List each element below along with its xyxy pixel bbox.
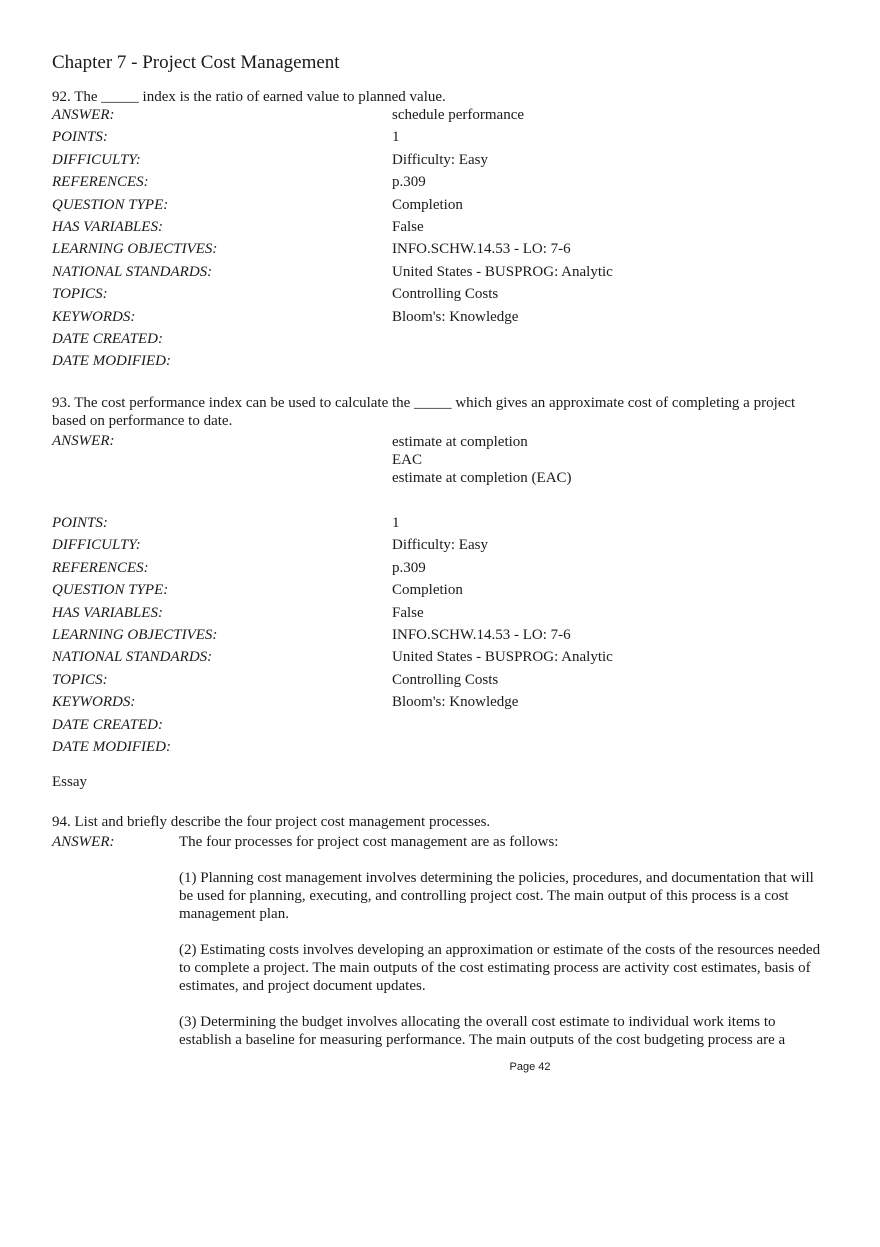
learning-objectives-row [52, 241, 832, 263]
date-modified-row [52, 353, 832, 375]
references-label: REFERENCES: [52, 559, 149, 576]
question-type-row [52, 582, 832, 604]
national-standards-value: United States - BUSPROG: Analytic [392, 263, 613, 280]
references-value: p.309 [392, 559, 426, 576]
learning-objectives-value: INFO.SCHW.14.53 - LO: 7-6 [392, 626, 571, 643]
learning-objectives-label: LEARNING OBJECTIVES: [52, 241, 218, 258]
references-label: REFERENCES: [52, 174, 149, 191]
answer-value: estimate at completion [392, 434, 528, 450]
answer-label: ANSWER: [52, 834, 115, 850]
topics-row [52, 672, 832, 694]
answer-value: EAC [392, 452, 422, 468]
learning-objectives-value: INFO.SCHW.14.53 - LO: 7-6 [392, 241, 571, 258]
learning-objectives-row [52, 627, 832, 649]
date-created-row [52, 331, 832, 353]
points-value: 1 [392, 515, 400, 531]
question-93-text: 93. The cost performance index can be used to calculate the _____ which gives an approximate cost of completing a project based on performance to date. [52, 395, 796, 429]
points-label: POINTS: [52, 515, 108, 531]
date-created-label: DATE CREATED: [52, 716, 163, 733]
date-created-label: DATE CREATED: [52, 330, 163, 347]
answer-label: ANSWER: [52, 107, 115, 123]
keywords-label: KEYWORDS: [52, 308, 136, 325]
has-variables-label: HAS VARIABLES: [52, 218, 163, 235]
topics-row [52, 286, 832, 308]
has-variables-label: HAS VARIABLES: [52, 604, 163, 621]
date-modified-row [52, 739, 832, 761]
national-standards-row [52, 264, 832, 286]
keywords-row [52, 694, 832, 716]
answer-paragraph: (2) Estimating costs involves developing an approximation or estimate of the costs of the resources needed to complete a project. The main outputs of the cost estimating process are activity cost estimates, basis of estimates, and project document updates. [179, 942, 821, 994]
topics-label: TOPICS: [52, 286, 108, 303]
keywords-value: Bloom's: Knowledge [392, 308, 519, 325]
date-modified-label: DATE MODIFIED: [52, 738, 171, 755]
points-value: 1 [392, 129, 400, 146]
answer-paragraph: (3) Determining the budget involves allocating the overall cost estimate to individual work items to establish a baseline for measuring performance. The main outputs of the cost budgeting process are a [179, 1014, 786, 1048]
references-row [52, 560, 832, 582]
question-92-meta [52, 107, 832, 376]
answer-value: estimate at completion (EAC) [392, 470, 572, 486]
national-standards-row [52, 649, 832, 671]
difficulty-label: DIFFICULTY: [52, 151, 141, 168]
chapter-title: Chapter 7 - Project Cost Management [52, 52, 340, 73]
keywords-row [52, 309, 832, 331]
national-standards-label: NATIONAL STANDARDS: [52, 649, 213, 666]
date-created-row [52, 717, 832, 739]
page-number: Page 42 [509, 1061, 551, 1073]
points-row [52, 515, 832, 537]
question-type-row [52, 197, 832, 219]
question-type-label: QUESTION TYPE: [52, 582, 169, 599]
difficulty-value: Difficulty: Easy [392, 151, 488, 168]
difficulty-row [52, 537, 832, 559]
references-value: p.309 [392, 174, 426, 191]
question-type-label: QUESTION TYPE: [52, 196, 169, 213]
section-heading: Essay [52, 774, 87, 790]
has-variables-value: False [392, 604, 424, 621]
answer-value: schedule performance [392, 107, 525, 123]
answer-body [179, 833, 824, 1067]
topics-label: TOPICS: [52, 671, 108, 688]
date-modified-label: DATE MODIFIED: [52, 353, 171, 370]
topics-value: Controlling Costs [392, 286, 499, 303]
national-standards-label: NATIONAL STANDARDS: [52, 263, 213, 280]
question-93-meta [52, 433, 832, 761]
keywords-label: KEYWORDS: [52, 694, 136, 711]
keywords-value: Bloom's: Knowledge [392, 694, 519, 711]
question-type-value: Completion [392, 196, 463, 213]
difficulty-value: Difficulty: Easy [392, 537, 488, 554]
has-variables-row [52, 219, 832, 241]
answer-row [52, 107, 832, 129]
question-92-text: 92. The _____ index is the ratio of earned value to planned value. [52, 89, 446, 105]
topics-value: Controlling Costs [392, 671, 499, 688]
national-standards-value: United States - BUSPROG: Analytic [392, 649, 613, 666]
answer-values [392, 433, 572, 487]
answer-paragraph: The four processes for project cost management are as follows: [179, 834, 559, 850]
learning-objectives-label: LEARNING OBJECTIVES: [52, 626, 218, 643]
has-variables-row [52, 605, 832, 627]
answer-label: ANSWER: [52, 433, 115, 449]
has-variables-value: False [392, 218, 424, 235]
points-row [52, 129, 832, 151]
answer-paragraph: (1) Planning cost management involves determining the policies, procedures, and documentation that will be used for planning, executing, and controlling project cost. The main output of this process is a cost management plan. [179, 870, 814, 922]
difficulty-label: DIFFICULTY: [52, 537, 141, 554]
difficulty-row [52, 152, 832, 174]
question-94-text: 94. List and briefly describe the four project cost management processes. [52, 814, 491, 830]
answer-row [52, 433, 832, 515]
question-type-value: Completion [392, 582, 463, 599]
references-row [52, 174, 832, 196]
points-label: POINTS: [52, 129, 108, 146]
